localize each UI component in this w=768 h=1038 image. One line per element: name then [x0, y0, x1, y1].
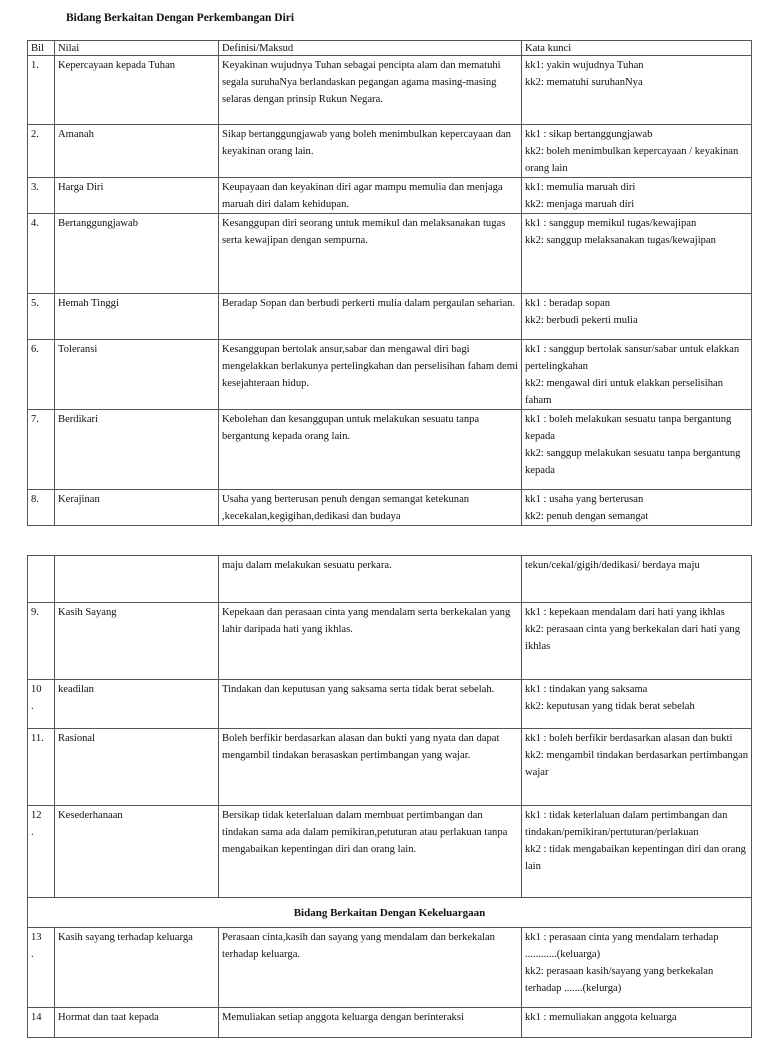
nilai-cell: Harga Diri [55, 178, 219, 214]
nilai-cell: keadilan [55, 680, 219, 729]
keyword-line: kk2: mengambil tindakan berdasarkan pertimbangan wajar [525, 750, 748, 778]
keyword-line: tekun/cekal/gigih/dedikasi/ berdaya maju [525, 560, 700, 571]
bil-cell: 8. [28, 490, 55, 526]
values-table-page-2 [27, 555, 752, 1038]
table-row [28, 928, 752, 1008]
kata-kunci-cell [522, 806, 752, 898]
keyword-line: kk1 : kepekaan mendalam dari hati yang ikhlas [525, 607, 725, 618]
definisi-cell: Boleh berfikir berdasarkan alasan dan bukti yang nyata dan dapat mengambil tindakan berasaskan pertimbangan yang wajar. [219, 729, 522, 806]
bil-cell: 14 [28, 1008, 55, 1038]
definisi-cell: Perasaan cinta,kasih dan sayang yang mendalam dan berkekalan terhadap keluarga. [219, 928, 522, 1008]
nilai-cell: Rasional [55, 729, 219, 806]
keyword-line: kk1 : tidak keterlaluan dalam pertimbangan dan tindakan/pemikiran/pertuturan/perlakuan [525, 810, 728, 838]
kata-kunci-cell [522, 56, 752, 125]
bil-cell: 4. [28, 214, 55, 294]
nilai-cell: Bertanggungjawab [55, 214, 219, 294]
table-row [28, 214, 752, 294]
kata-kunci-cell [522, 178, 752, 214]
table-row [28, 340, 752, 410]
keyword-line: kk2: sanggup melaksanakan tugas/kewajipan [525, 235, 716, 246]
bil-cell: 9. [28, 603, 55, 680]
definisi-cell: Keyakinan wujudnya Tuhan sebagai pencipta alam dan mematuhi segala suruhaNya berlandaskan pegangan agama masing-masing selaras dengan prinsip Rukun Negara. [219, 56, 522, 125]
keyword-line: kk2: perasaan kasih/sayang yang berkekalan terhadap .......(kelurga) [525, 966, 714, 994]
keyword-line: kk2: keputusan yang tidak berat sebelah [525, 701, 695, 712]
keyword-line: kk1: memulia maruah diri [525, 182, 636, 193]
keyword-line: kk1 : boleh berfikir berdasarkan alasan dan bukti [525, 733, 733, 744]
bil-cell: 2. [28, 125, 55, 178]
page-title: Bidang Berkaitan Dengan Perkembangan Diri [66, 12, 295, 24]
keyword-line: kk2: boleh menimbulkan kepercayaan / keyakinan orang lain [525, 146, 739, 174]
keyword-line: kk1 : sanggup memikul tugas/kewajipan [525, 218, 697, 229]
header-row [28, 41, 752, 56]
keyword-line: kk1 : boleh melakukan sesuatu tanpa bergantung kepada [525, 414, 732, 442]
kata-kunci-cell [522, 125, 752, 178]
keyword-line: kk2: perasaan cinta yang berkekalan dari hati yang ikhlas [525, 624, 741, 652]
nilai-cell: Kerajinan [55, 490, 219, 526]
kata-kunci-cell [522, 294, 752, 340]
keyword-line: kk1 : memuliakan anggota keluarga [525, 1012, 677, 1023]
keyword-line: kk2: sanggup melakukan sesuatu tanpa bergantung kepada [525, 448, 741, 476]
definisi-cell: Kebolehan dan kesanggupan untuk melakukan sesuatu tanpa bergantung kepada orang lain. [219, 410, 522, 490]
bil-cell: 10 . [28, 680, 55, 729]
bil-cell: 12 . [28, 806, 55, 898]
definisi-cell: Kepekaan dan perasaan cinta yang mendalam serta berkekalan yang lahir daripada hati yang ikhlas. [219, 603, 522, 680]
kata-kunci-cell [522, 729, 752, 806]
keyword-line: kk2 : tidak mengabaikan kepentingan diri dan orang lain [525, 844, 746, 872]
table-row [28, 1008, 752, 1038]
nilai-cell: Amanah [55, 125, 219, 178]
nilai-cell: Hormat dan taat kepada [55, 1008, 219, 1038]
table-row [28, 556, 752, 603]
bil-cell: 1. [28, 56, 55, 125]
nilai-cell: Berdikari [55, 410, 219, 490]
table-row [28, 56, 752, 125]
kata-kunci-cell [522, 556, 752, 603]
keyword-line: kk1 : usaha yang berterusan [525, 494, 644, 505]
definisi-cell: maju dalam melakukan sesuatu perkara. [219, 556, 522, 603]
kata-kunci-cell [522, 928, 752, 1008]
definisi-cell: Tindakan dan keputusan yang saksama serta tidak berat sebelah. [219, 680, 522, 729]
bil-cell [28, 556, 55, 603]
nilai-cell: Hemah Tinggi [55, 294, 219, 340]
nilai-cell [55, 556, 219, 603]
kata-kunci-cell [522, 680, 752, 729]
nilai-cell: Kepercayaan kepada Tuhan [55, 56, 219, 125]
definisi-cell: Memuliakan setiap anggota keluarga dengan berinteraksi [219, 1008, 522, 1038]
kata-kunci-cell [522, 603, 752, 680]
kata-kunci-cell [522, 340, 752, 410]
table-row [28, 806, 752, 898]
nilai-cell: Kesederhanaan [55, 806, 219, 898]
table-row [28, 410, 752, 490]
bil-cell: 13 . [28, 928, 55, 1008]
definisi-cell: Kesanggupan bertolak ansur,sabar dan mengawal diri bagi mengelakkan berlakunya pertelingkahan dan perselisihan faham demi kesejahteraan hidup. [219, 340, 522, 410]
section-heading: Bidang Berkaitan Dengan Kekeluargaan [28, 898, 752, 928]
table-row [28, 125, 752, 178]
nilai-cell: Kasih Sayang [55, 603, 219, 680]
nilai-cell: Toleransi [55, 340, 219, 410]
definisi-cell: Kesanggupan diri seorang untuk memikul dan melaksanakan tugas serta kewajipan dengan sempurna. [219, 214, 522, 294]
column-header: Bil [28, 41, 55, 56]
keyword-line: kk2: mengawal diri untuk elakkan perselisihan faham [525, 378, 723, 406]
table-row [28, 178, 752, 214]
bil-cell: 3. [28, 178, 55, 214]
keyword-line: kk2: menjaga maruah diri [525, 199, 635, 210]
column-header: Definisi/Maksud [219, 41, 522, 56]
bil-cell: 7. [28, 410, 55, 490]
bil-cell: 11. [28, 729, 55, 806]
kata-kunci-cell [522, 214, 752, 294]
definisi-cell: Usaha yang berterusan penuh dengan semangat ketekunan ,kecekalan,kegigihan,dedikasi dan budaya [219, 490, 522, 526]
definisi-cell: Keupayaan dan keyakinan diri agar mampu memulia dan menjaga maruah diri dalam kehidupan. [219, 178, 522, 214]
column-header: Nilai [55, 41, 219, 56]
keyword-line: kk1: yakin wujudnya Tuhan [525, 60, 644, 71]
keyword-line: kk1 : sikap bertanggungjawab [525, 129, 653, 140]
values-table-page-1 [27, 40, 752, 526]
bil-cell: 6. [28, 340, 55, 410]
keyword-line: kk2: mematuhi suruhanNya [525, 77, 643, 88]
keyword-line: kk1 : beradap sopan [525, 298, 611, 309]
keyword-line: kk1 : perasaan cinta yang mendalam terhadap ............(keluarga) [525, 932, 719, 960]
table-row [28, 490, 752, 526]
keyword-line: kk1 : sanggup bertolak sansur/sabar untuk elakkan pertelingkahan [525, 344, 740, 372]
kata-kunci-cell [522, 490, 752, 526]
section-row [28, 898, 752, 928]
column-header: Kata kunci [522, 41, 752, 56]
definisi-cell: Bersikap tidak keterlaluan dalam membuat pertimbangan dan tindakan sama ada dalam pemikiran,petuturan atau perlakuan tanpa mengabaikan kepentingan diri dan orang lain. [219, 806, 522, 898]
table-row [28, 294, 752, 340]
nilai-cell: Kasih sayang terhadap keluarga [55, 928, 219, 1008]
table-row [28, 680, 752, 729]
kata-kunci-cell [522, 1008, 752, 1038]
kata-kunci-cell [522, 410, 752, 490]
keyword-line: kk2: penuh dengan semangat [525, 511, 649, 522]
bil-cell: 5. [28, 294, 55, 340]
definisi-cell: Sikap bertanggungjawab yang boleh menimbulkan kepercayaan dan keyakinan orang lain. [219, 125, 522, 178]
definisi-cell: Beradap Sopan dan berbudi perkerti mulia dalam pergaulan seharian. [219, 294, 522, 340]
keyword-line: kk1 : tindakan yang saksama [525, 684, 648, 695]
table-row [28, 729, 752, 806]
table-row [28, 603, 752, 680]
keyword-line: kk2: berbudi pekerti mulia [525, 315, 638, 326]
